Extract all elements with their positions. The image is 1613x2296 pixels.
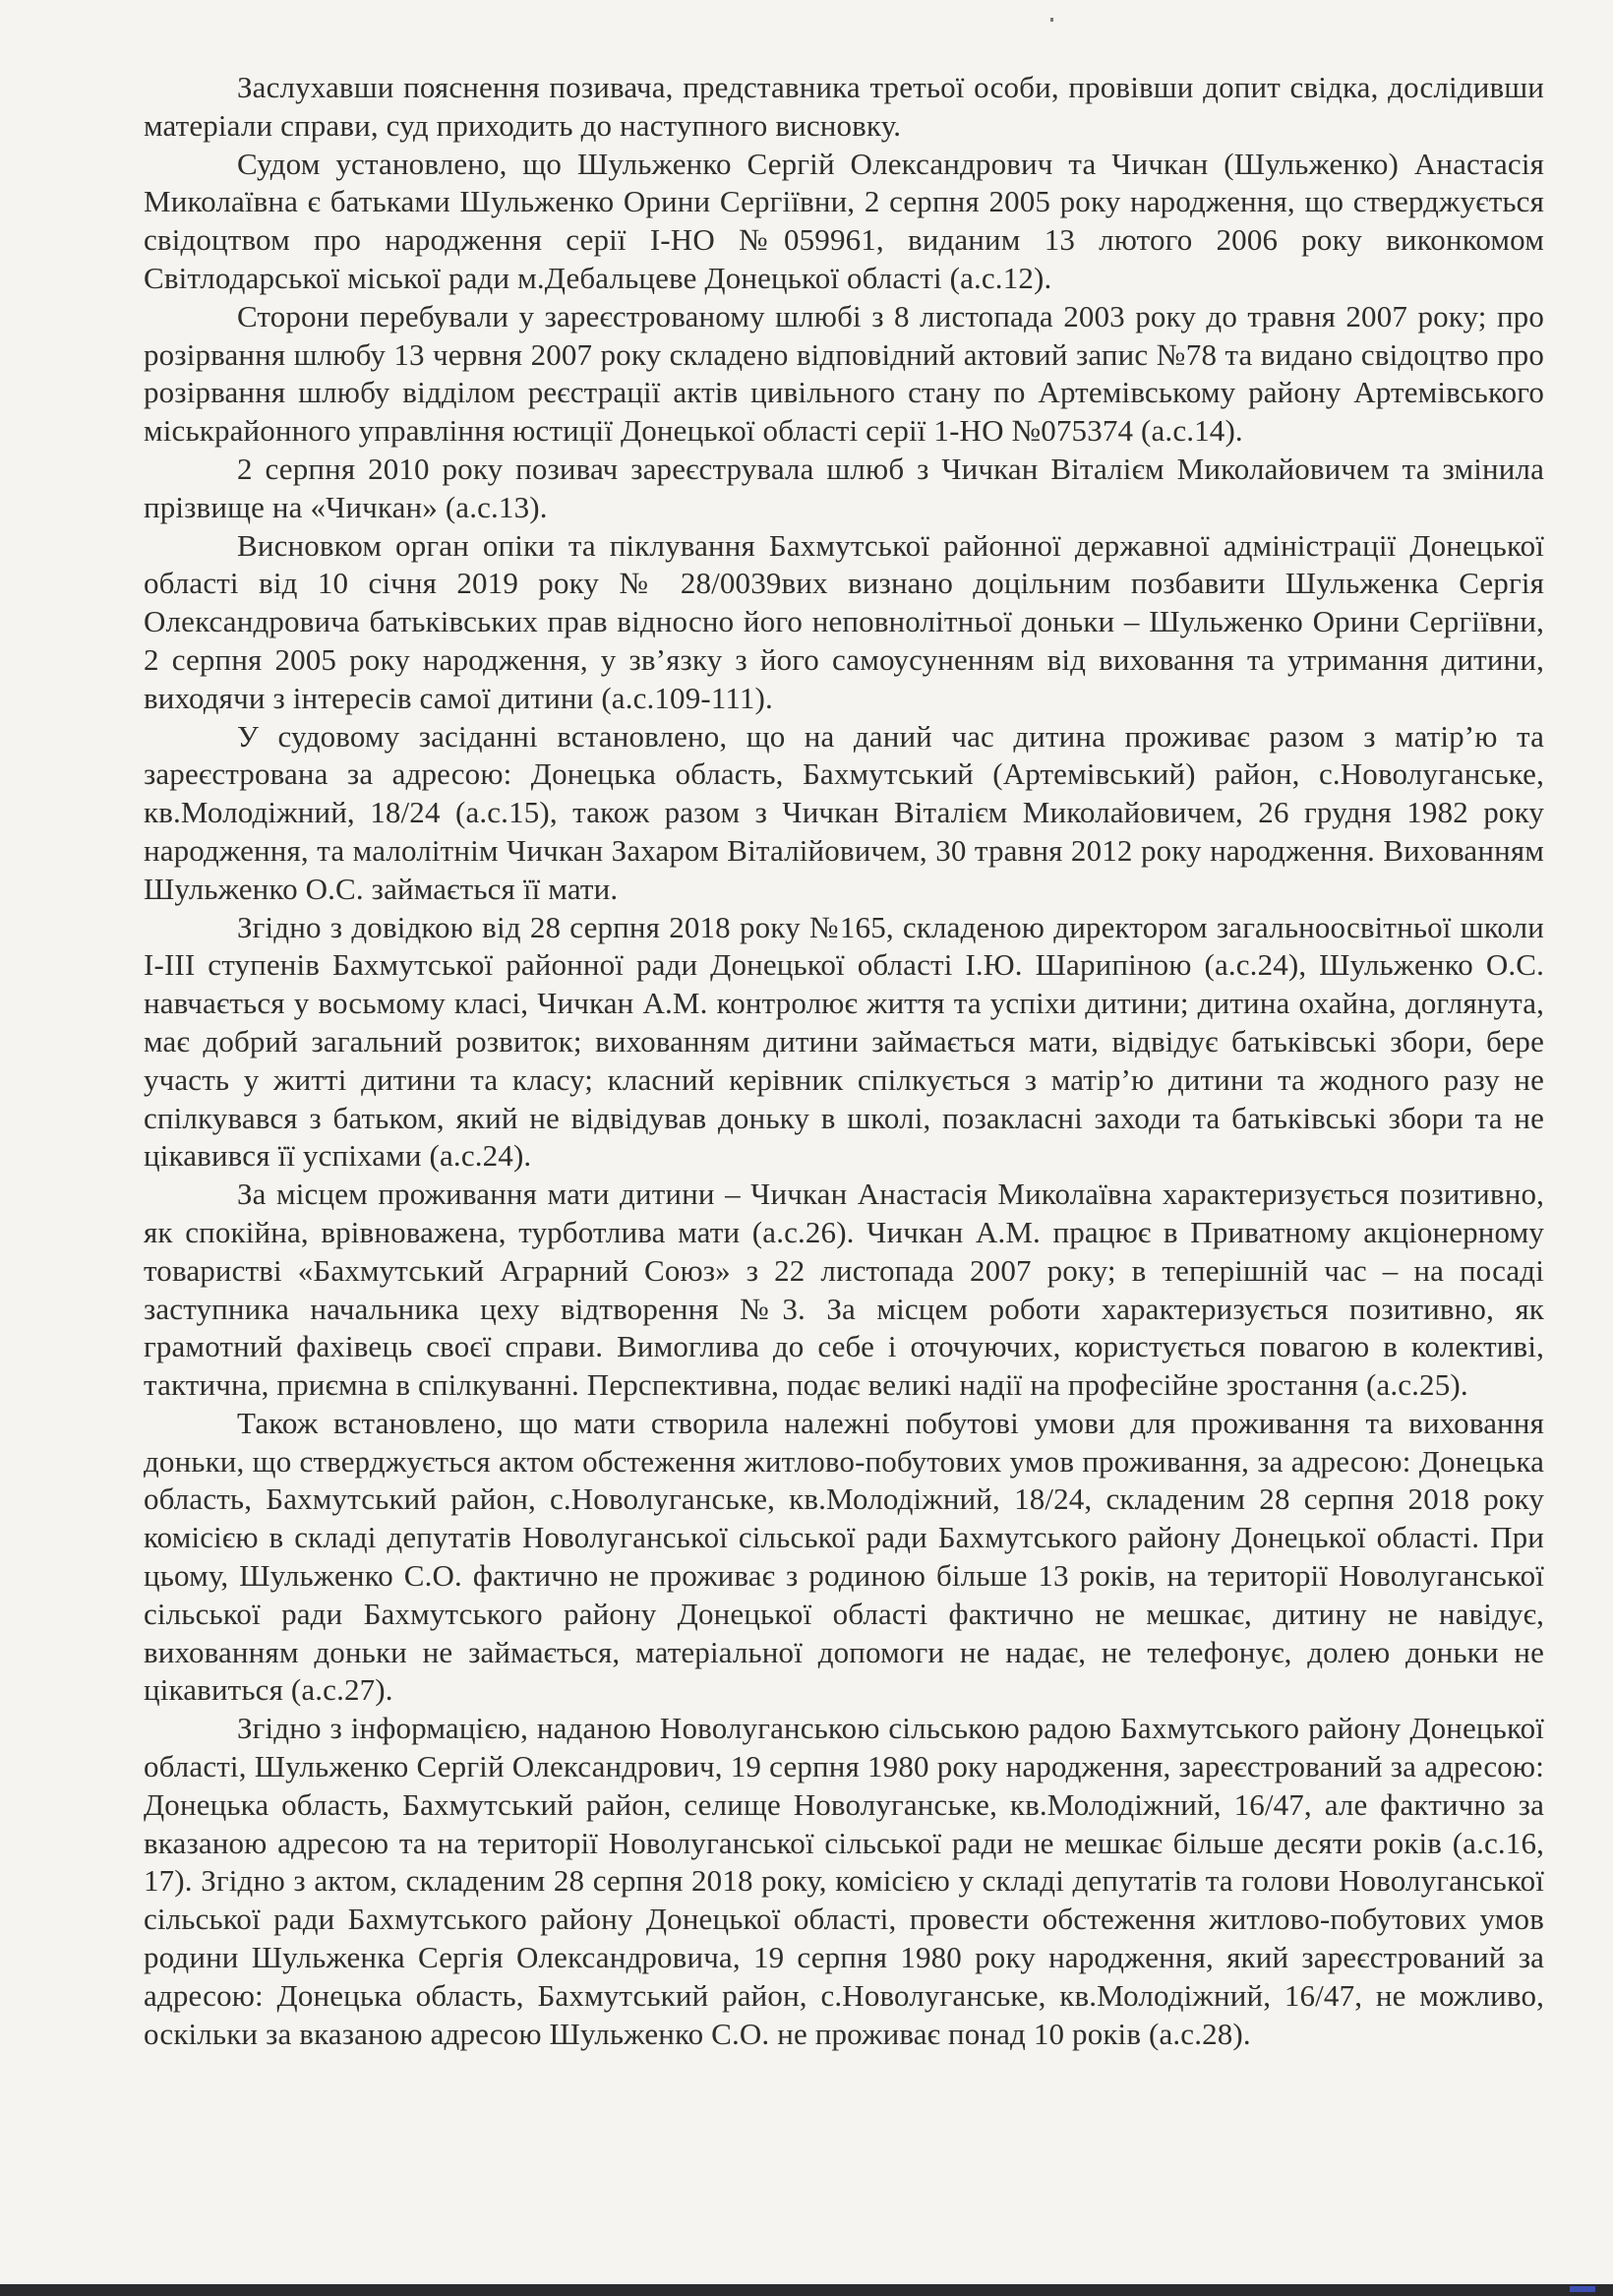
paragraph-2: Судом установлено, що Шульженко Сергій Олександрович та Чичкан (Шульженко) Анастасія Миколаївна є батьками Шульженко Орини Сергіївни, 2 серпня 2005 року народження, що стверджується свідоцтвом про народження серії І-НО №059961, виданим 13 лютого 2006 року виконкомом Світлодарської міської ради м.Дебальцеве Донецької області (а.с.12). <box>144 146 1544 295</box>
scan-bottom-edge <box>0 2284 1613 2296</box>
scan-color-mark <box>1570 2286 1595 2292</box>
paragraph-8: За місцем проживання мати дитини – Чичкан Анастасія Миколаївна характеризується позитивно, як спокійна, врівноважена, турботлива мати (а.с.26). Чичкан А.М. працює в Приватному акціонерному товаристві «Бахмутський Аграрний Союз» з 22 листопада 2007 року; в теперішній час – на посаді заступника начальника цеху відтворення №3. За місцем роботи характеризується позитивно, як грамотний фахівець своєї справи. Вимоглива до себе і оточуючих, користується повагою в колективі, тактична, приємна в спілкуванні. Перспективна, подає великі надії на професійне зростання (а.с.25). <box>144 1177 1544 1403</box>
document-body <box>144 69 1544 2053</box>
paragraph-4: 2 серпня 2010 року позивач зареєструвала шлюб з Чичкан Віталієм Миколайовичем та змінила прізвище на «Чичкан» (а.с.13). <box>144 451 1544 524</box>
paragraph-6: У судовому засіданні встановлено, що на даний час дитина проживає разом з матір’ю та зареєстрована за адресою: Донецька область, Бахмутський (Артемівський) район, с.Новолуганське, кв.Молодіжний, 18/24 (а.с.15), також разом з Чичкан Віталієм Миколайовичем, 26 грудня 1982 року народження, та малолітнім Чичкан Захаром Віталійовичем, 30 травня 2012 року народження. Вихованням Шульженко О.С. займається її мати. <box>144 718 1544 906</box>
paragraph-3: Сторони перебували у зареєстрованому шлюбі з 8 листопада 2003 року до травня 2007 року; про розірвання шлюбу 13 червня 2007 року складено відповідний актовий запис №78 та видано свідоцтво про розірвання шлюбу відділом реєстрації актів цивільного стану по Артемівському району Артемівського міськрайонного управління юстиції Донецької області серії 1-НО №075374 (а.с.14). <box>144 298 1544 449</box>
paragraph-7: Згідно з довідкою від 28 серпня 2018 року №165, складеною директором загальноосвітньої школи І-ІІІ ступенів Бахмутської районної ради Донецької області І.Ю. Шарипіною (а.с.24), Шульженко О.С. навчається у восьмому класі, Чичкан А.М. контролює життя та успіхи дитини; дитина охайна, доглянута, має добрий загальний розвиток; вихованням дитини займається мати, відвідує батьківські збори, бере участь у житті дитини та класу; класний керівник спілкується з матір’ю дитини та жодного разу не спілкувався з батьком, який не відвідував доньку в школі, позакласні заходи та батьківські збори та не цікавився її успіхами (а.с.24). <box>144 909 1544 1174</box>
paragraph-5: Висновком орган опіки та піклування Бахмутської районної державної адміністрації Донецької області від 10 січня 2019 року № 28/0039вих визнано доцільним позбавити Шульженка Сергія Олександровича батьківських прав відносно його неповнолітньої доньки – Шульженко Орини Сергіївни, 2 серпня 2005 року народження, у зв’язку з його самоусуненням від виховання та утримання дитини, виходячи з інтересів самої дитини (а.с.109-111). <box>144 527 1544 715</box>
scan-speck <box>1050 18 1053 22</box>
paragraph-10: Згідно з інформацією, наданою Новолуганською сільською радою Бахмутського району Донецької області, Шульженко Сергій Олександрович, 19 серпня 1980 року народження, зареєстрований за адресою: Донецька область, Бахмутський район, селище Новолуганське, кв.Молодіжний, 16/47, але фактично за вказаною адресою та на території Новолуганської сільської ради не мешкає більше десяти років (а.с.16, 17). Згідно з актом, складеним 28 серпня 2018 року, комісією у складі депутатів та голови Новолуганської сільської ради Бахмутського району Донецької області, провести обстеження житлово-побутових умов родини Шульженка Сергія Олександровича, 19 серпня 1980 року народження, який зареєстрований за адресою: Донецька область, Бахмутський район, с.Новолуганське, кв.Молодіжний, 16/47, не можливо, оскільки за вказаною адресою Шульженко С.О. не проживає понад 10 років (а.с.28). <box>144 1711 1544 2051</box>
paragraph-1: Заслухавши пояснення позивача, представника третьої особи, провівши допит свідка, дослідивши матеріали справи, суд приходить до наступного висновку. <box>144 70 1544 143</box>
paragraph-9: Також встановлено, що мати створила належні побутові умови для проживання та виховання доньки, що стверджується актом обстеження житлово-побутових умов проживання, за адресою: Донецька область, Бахмутський район, с.Новолуганське, кв.Молодіжний, 18/24, складеним 28 серпня 2018 року комісією в складі депутатів Новолуганської сільської ради Бахмутського району Донецької області. При цьому, Шульженко С.О. фактично не проживає з родиною більше 13 років, на території Новолуганської сільської ради Бахмутського району Донецької області фактично не мешкає, дитину не навідує, вихованням доньки не займається, матеріальної допомоги не надає, не телефонує, долею доньки не цікавиться (а.с.27). <box>144 1405 1544 1708</box>
